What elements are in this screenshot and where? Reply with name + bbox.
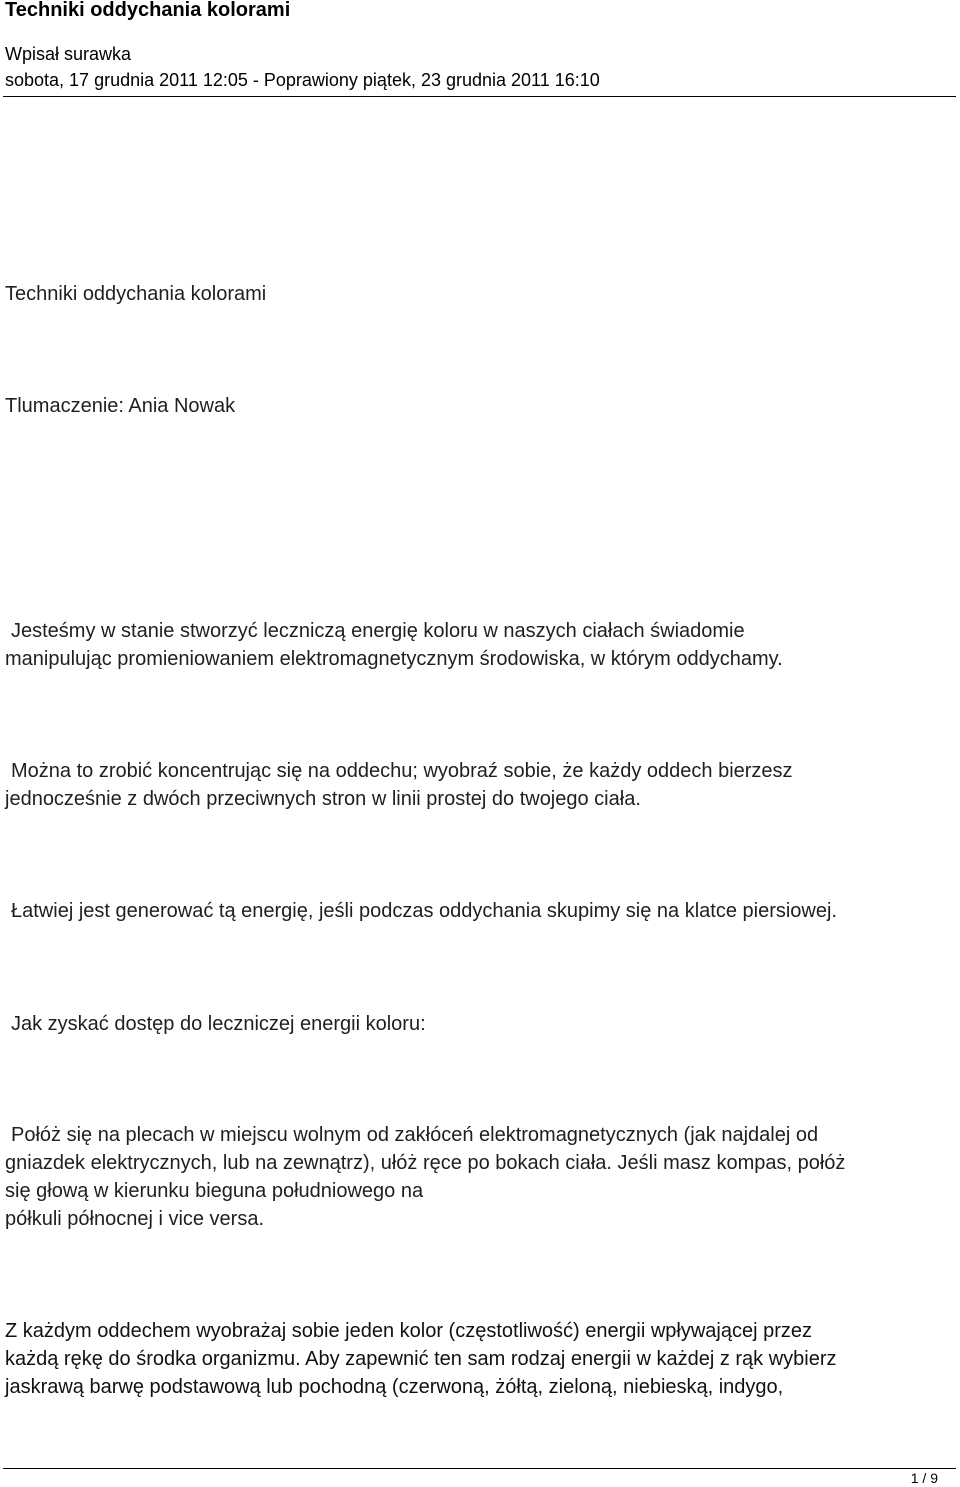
header-divider: [3, 96, 956, 97]
paragraph-line: się głową w kierunku bieguna południowego na: [5, 1180, 424, 1202]
footer-divider: [3, 1468, 956, 1469]
paragraph-1: [5, 617, 955, 673]
article-title: [5, 280, 955, 308]
paragraph-line: Można to zrobić koncentrując się na oddechu; wyobraź sobie, że każdy oddech bierzesz: [11, 760, 793, 782]
page-number: 1 / 9: [910, 1470, 938, 1486]
paragraph-5: [5, 1121, 955, 1233]
paragraph-line: półkuli północnej i vice versa.: [5, 1208, 265, 1230]
paragraph-line: jaskrawą barwę podstawową lub pochodną (czerwoną, żółtą, zieloną, niebieską, indygo,: [5, 1376, 784, 1398]
paragraph-4: [5, 1010, 955, 1038]
paragraph-line: Jak zyskać dostęp do leczniczej energii koloru:: [11, 1013, 426, 1035]
paragraph-line: Łatwiej jest generować tą energię, jeśli podczas oddychania skupimy się na klatce piersiowej.: [11, 900, 837, 922]
paragraph-6: [5, 1317, 955, 1401]
paragraph-line: manipulując promieniowaniem elektromagnetycznym środowiska, w którym oddychamy.: [5, 648, 783, 670]
date-line: sobota, 17 grudnia 2011 12:05 - Poprawiony piątek, 23 grudnia 2011 16:10: [5, 70, 600, 90]
paragraph-line: Połóż się na plecach w miejscu wolnym od zakłóceń elektromagnetycznych (jak najdalej od: [11, 1124, 819, 1146]
paragraph-2: [5, 757, 955, 813]
author-line: Wpisał surawka: [5, 44, 132, 64]
translation-credit: [5, 392, 955, 420]
paragraph-line: Z każdym oddechem wyobrażaj sobie jeden kolor (częstotliwość) energii wpływającej przez: [5, 1320, 813, 1342]
paragraph-line: każdą rękę do środka organizmu. Aby zapewnić ten sam rodzaj energii w każdej z rąk wybierz: [5, 1348, 837, 1370]
translation-credit-text: Tlumaczenie: Ania Nowak: [5, 395, 236, 417]
paragraph-line: gniazdek elektrycznych, lub na zewnątrz), ułóż ręce po bokach ciała. Jeśli masz kompas, połóż: [5, 1152, 846, 1174]
paragraph-line: jednocześnie z dwóch przeciwnych stron w linii prostej do twojego ciała.: [5, 788, 641, 810]
header-title: Techniki oddychania kolorami: [5, 0, 291, 21]
paragraph-3: [5, 897, 955, 925]
article-title-text: Techniki oddychania kolorami: [5, 283, 267, 305]
paragraph-line: Jesteśmy w stanie stworzyć leczniczą energię koloru w naszych ciałach świadomie: [11, 620, 745, 642]
